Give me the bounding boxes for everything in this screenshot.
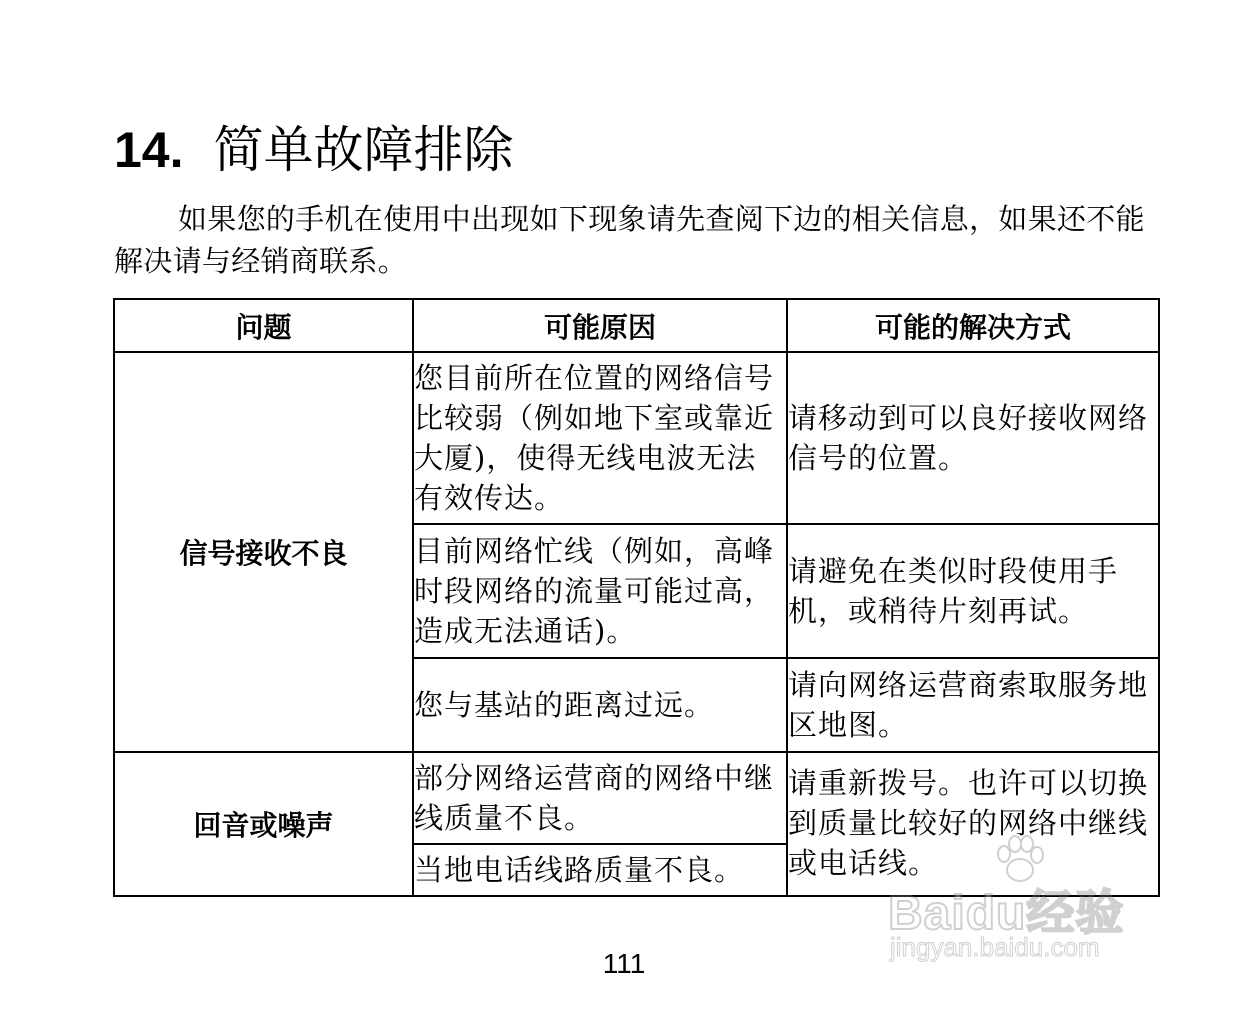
intro-paragraph: 如果您的手机在使用中出现如下现象请先查阅下边的相关信息，如果还不能解决请与经销商联系。	[114, 202, 1145, 278]
header-cause: 可能原因	[413, 299, 787, 352]
solution-cell: 请移动到可以良好接收网络信号的位置。	[787, 352, 1159, 524]
page-number: 111	[602, 948, 646, 979]
section-title	[114, 118, 514, 182]
section-number: 14.	[114, 122, 184, 178]
cause-cell: 您与基站的距离过远。	[413, 658, 787, 752]
problem-cell: 回音或噪声	[114, 752, 413, 896]
table-header-row	[114, 299, 1159, 352]
troubleshooting-table	[113, 298, 1160, 897]
cause-cell: 目前网络忙线（例如，高峰时段网络的流量可能过高，造成无法通话)。	[413, 524, 787, 658]
section-title-text: 简单故障排除	[213, 121, 514, 179]
solution-cell: 请避免在类似时段使用手机，或稍待片刻再试。	[787, 524, 1159, 658]
solution-cell: 请重新拨号。也许可以切换到质量比较好的网络中继线或电话线。	[787, 752, 1159, 896]
header-solution: 可能的解决方式	[787, 299, 1159, 352]
header-problem: 问题	[114, 299, 413, 352]
solution-cell: 请向网络运营商索取服务地区地图。	[787, 658, 1159, 752]
cause-cell: 当地电话线路质量不良。	[413, 844, 787, 896]
cause-cell: 您目前所在位置的网络信号比较弱（例如地下室或靠近大厦)，使得无线电波无法有效传达。	[413, 352, 787, 524]
table-row	[114, 352, 1159, 524]
watermark-url: jingyan.baidu.com	[890, 932, 1100, 962]
watermark-logo-text: Baidu经验	[888, 887, 1125, 940]
problem-cell: 信号接收不良	[114, 352, 413, 752]
baidu-watermark	[880, 870, 1180, 970]
cause-cell: 部分网络运营商的网络中继线质量不良。	[413, 752, 787, 844]
